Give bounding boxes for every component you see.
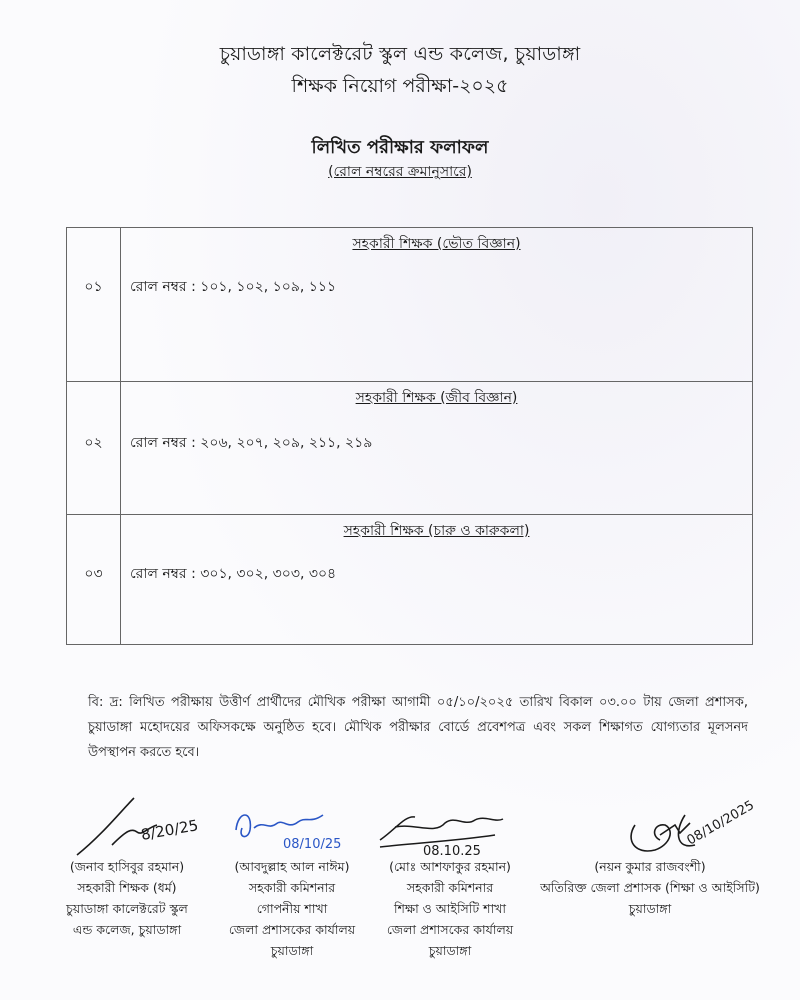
svg-text:08/10/25: 08/10/25: [283, 837, 342, 852]
svg-text:08.10.25: 08.10.25: [423, 844, 481, 859]
post-title: [121, 519, 752, 543]
roll-numbers: রোল নম্বর : ১০১, ১০২, ১০৯, ১১১: [130, 279, 337, 295]
result-row: [67, 228, 752, 381]
roll-numbers: রোল নম্বর : ২০৬, ২০৭, ২০৯, ২১১, ২১৯: [130, 435, 373, 451]
serial-number: ০২: [84, 435, 103, 451]
signatory-name: (জনাব হাসিবুর রহমান): [69, 859, 185, 874]
serial-number: ০৩: [84, 566, 103, 582]
signatory-designation: অতিরিক্ত জেলা প্রশাসক (শিক্ষা ও আইসিটি): [540, 880, 760, 895]
result-row: [67, 514, 752, 644]
signatory-3: [370, 856, 530, 961]
signatory-designation: সহকারী কমিশনার: [248, 880, 336, 895]
result-row: [67, 381, 752, 514]
signatory-office: গোপনীয় শাখা: [256, 901, 328, 916]
signatory-office: শিক্ষা ও আইসিটি শাখা: [393, 901, 506, 916]
post-title: [121, 232, 752, 256]
post-title-text: সহকারী শিক্ষক (জীব বিজ্ঞান): [355, 390, 518, 406]
post-title: [121, 386, 752, 410]
signatory-office: চুয়াডাঙ্গা: [628, 901, 672, 916]
results-table: [66, 227, 753, 645]
post-title-text: সহকারী শিক্ষক (চারু ও কারুকলা): [343, 523, 530, 539]
institution-name: চুয়াডাঙ্গা কালেক্টরেট স্কুল এন্ড কলেজ, চুয়াডাঙ্গা: [219, 43, 581, 65]
serial-number: ০১: [84, 279, 103, 295]
signatory-office: চুয়াডাঙ্গা: [270, 943, 314, 958]
signatory-name: (নয়ন কুমার রাজবংশী): [594, 859, 706, 874]
order-note-text: (রোল নম্বরের ক্রমানুসারে): [328, 164, 472, 180]
exam-title: শিক্ষক নিয়োগ পরীক্ষা-২০২৫: [291, 75, 509, 97]
post-title-text: সহকারী শিক্ষক (ভৌত বিজ্ঞান): [352, 236, 521, 252]
signatory-designation: সহকারী কমিশনার: [406, 880, 494, 895]
svg-text:8/20/25: 8/20/25: [139, 816, 200, 844]
signatory-2: [212, 856, 372, 961]
signatory-designation: সহকারী শিক্ষক (ধর্ম): [77, 880, 177, 895]
signatory-1: [52, 856, 202, 940]
signature-4-icon: [615, 795, 765, 860]
signatory-office: জেলা প্রশাসকের কার্যালয়: [386, 922, 514, 937]
signatory-name: (মোঃ আশফাকুর রহমান): [389, 859, 511, 874]
signatory-office: এন্ড কলেজ, চুয়াডাঙ্গা: [72, 922, 182, 937]
signatory-4: [530, 856, 770, 919]
signatory-name: (আবদুল্লাহ আল নাঈম): [234, 859, 350, 874]
result-title: লিখিত পরীক্ষার ফলাফল: [311, 137, 489, 158]
signatory-office: জেলা প্রশাসকের কার্যালয়: [228, 922, 356, 937]
note-paragraph: বি: দ্র: লিখিত পরীক্ষায় উত্তীর্ণ প্রার্থীদের মৌখিক পরীক্ষা আগামী ০৫/১০/২০২৫ তারিখ বিকাল ০৩.০০ টায় জেলা প্রশাসক, চুয়াডাঙ্গা মহোদয়ের অফিসকক্ষে অনুষ্ঠিত হবে। মৌখিক পরীক্ষার বোর্ডে প্রবেশপত্র এবং সকল শিক্ষাগত যোগ্যতার মূলসনদ উপস্থাপন করতে হবে।: [88, 695, 748, 760]
signature-2-icon: [228, 800, 358, 860]
roll-numbers: রোল নম্বর : ৩০১, ৩০২, ৩০৩, ৩০৪: [130, 566, 337, 582]
signature-3-icon: [375, 805, 515, 860]
signature-1-icon: [72, 790, 222, 860]
order-note: [0, 160, 800, 184]
svg-text:08/10/2025: 08/10/2025: [684, 798, 757, 849]
signatory-office: চুয়াডাঙ্গা: [428, 943, 472, 958]
signatory-office: চুয়াডাঙ্গা কালেক্টরেট স্কুল: [66, 901, 188, 916]
